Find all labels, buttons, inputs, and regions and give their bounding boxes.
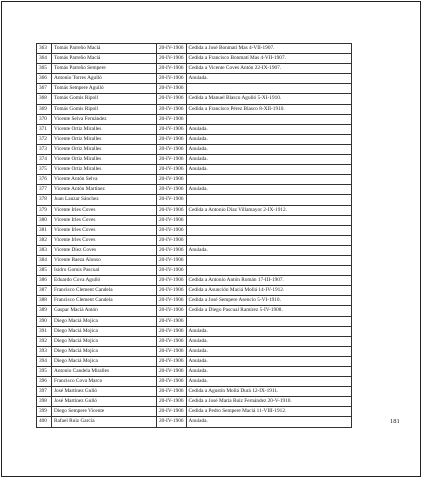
holder-name-cell: Francisco Cova Marco: [52, 377, 157, 387]
date-cell: 20-IV-1906: [157, 316, 187, 326]
date-cell: 20-IV-1906: [157, 195, 187, 205]
date-cell: 20-IV-1906: [157, 417, 187, 427]
table-row: [37, 114, 352, 124]
holder-name-cell: Vicente Irles Coves: [52, 215, 157, 225]
date-cell: 20-IV-1906: [157, 255, 187, 265]
note-cell: Cedida a José Bonmatí Mas 4-VII-1907.: [186, 44, 351, 54]
entry-number-cell: 385: [37, 266, 52, 276]
table-row: [37, 276, 352, 286]
entry-number-cell: 395: [37, 367, 52, 377]
note-cell: [186, 225, 351, 235]
date-cell: 20-IV-1906: [157, 144, 187, 154]
table-row: [37, 215, 352, 225]
date-cell: 20-IV-1906: [157, 124, 187, 134]
note-cell: [186, 195, 351, 205]
holder-name-cell: Vicente Ortiz Miralles: [52, 155, 157, 165]
date-cell: 20-IV-1906: [157, 407, 187, 417]
date-cell: 20-IV-1906: [157, 54, 187, 64]
holder-name-cell: Vicente Ortiz Miralles: [52, 134, 157, 144]
entry-number-cell: 381: [37, 225, 52, 235]
date-cell: 20-IV-1906: [157, 276, 187, 286]
table-row: [37, 356, 352, 366]
note-cell: [186, 114, 351, 124]
table-row: [37, 64, 352, 74]
register-table-body: [37, 44, 352, 428]
entry-number-cell: 368: [37, 94, 52, 104]
entry-number-cell: 369: [37, 104, 52, 114]
holder-name-cell: Diego Maciá Mojica: [52, 356, 157, 366]
note-cell: Cedida a Diego Pascual Ramírez 5-IV-1908.: [186, 306, 351, 316]
note-cell: Cedida a Francisco Pérez Blasco 8-XII-1910.: [186, 104, 351, 114]
date-cell: 20-IV-1906: [157, 235, 187, 245]
note-cell: Anulada.: [186, 185, 351, 195]
note-cell: Anulada.: [186, 356, 351, 366]
entry-number-cell: 379: [37, 205, 52, 215]
holder-name-cell: Vicente Irles Coves: [52, 205, 157, 215]
entry-number-cell: 374: [37, 155, 52, 165]
holder-name-cell: Rafael Ruiz García: [52, 417, 157, 427]
holder-name-cell: Vicente Selva Fernández: [52, 114, 157, 124]
note-cell: Anulada.: [186, 124, 351, 134]
note-cell: Cedida a Antonio Díaz Villamayor 2-IX-1912.: [186, 205, 351, 215]
date-cell: 20-IV-1906: [157, 114, 187, 124]
entry-number-cell: 394: [37, 356, 52, 366]
holder-name-cell: Vicente Antón Martínez: [52, 185, 157, 195]
holder-name-cell: Tomás Gomis Ripoll: [52, 104, 157, 114]
holder-name-cell: Vicente Ortiz Miralles: [52, 144, 157, 154]
date-cell: 20-IV-1906: [157, 367, 187, 377]
table-row: [37, 245, 352, 255]
entry-number-cell: 380: [37, 215, 52, 225]
note-cell: Cedida a José María Ruiz Fernández 20-V-1910.: [186, 397, 351, 407]
note-cell: Anulada.: [186, 377, 351, 387]
holder-name-cell: Diego Maciá Mojica: [52, 336, 157, 346]
entry-number-cell: 377: [37, 185, 52, 195]
holder-name-cell: Francisco Clement Candela: [52, 296, 157, 306]
holder-name-cell: Vicente Ortiz Miralles: [52, 124, 157, 134]
date-cell: 20-IV-1906: [157, 245, 187, 255]
date-cell: 20-IV-1906: [157, 286, 187, 296]
table-row: [37, 134, 352, 144]
date-cell: 20-IV-1906: [157, 215, 187, 225]
note-cell: Anulada.: [186, 417, 351, 427]
entry-number-cell: 398: [37, 397, 52, 407]
note-cell: Cedida a Francisco Bonmatí Mas 4-VII-1907.: [186, 54, 351, 64]
entry-number-cell: 382: [37, 235, 52, 245]
date-cell: 20-IV-1906: [157, 94, 187, 104]
note-cell: [186, 175, 351, 185]
table-row: [37, 377, 352, 387]
holder-name-cell: Eduardo Cova Agulló: [52, 276, 157, 286]
table-row: [37, 326, 352, 336]
date-cell: 20-IV-1906: [157, 64, 187, 74]
table-row: [37, 94, 352, 104]
table-row: [37, 367, 352, 377]
entry-number-cell: 400: [37, 417, 52, 427]
note-cell: Cedida a Vicente Coves Antón 22-IX-1907.: [186, 64, 351, 74]
table-row: [37, 205, 352, 215]
entry-number-cell: 387: [37, 286, 52, 296]
note-cell: Cedida a Asunción Maciá Mollá 14-IV-1912.: [186, 286, 351, 296]
entry-number-cell: 372: [37, 134, 52, 144]
entry-number-cell: 367: [37, 84, 52, 94]
note-cell: [186, 235, 351, 245]
holder-name-cell: Antonio Torres Agulló: [52, 74, 157, 84]
holder-name-cell: Diego Maciá Mojica: [52, 326, 157, 336]
table-row: [37, 104, 352, 114]
holder-name-cell: Tomás Gomis Ripoll: [52, 94, 157, 104]
entry-number-cell: 391: [37, 326, 52, 336]
note-cell: [186, 84, 351, 94]
holder-name-cell: José Martínez Gulló: [52, 387, 157, 397]
date-cell: 20-IV-1906: [157, 356, 187, 366]
note-cell: Anulada.: [186, 155, 351, 165]
note-cell: Anulada.: [186, 74, 351, 84]
table-row: [37, 336, 352, 346]
date-cell: 20-IV-1906: [157, 205, 187, 215]
table-row: [37, 74, 352, 84]
holder-name-cell: Vicente Ortiz Miralles: [52, 165, 157, 175]
table-row: [37, 54, 352, 64]
entry-number-cell: 390: [37, 316, 52, 326]
note-cell: Cedida a José Sempere Asencio 5-VI-1910.: [186, 296, 351, 306]
holder-name-cell: Diego Maciá Mojica: [52, 346, 157, 356]
entry-number-cell: 373: [37, 144, 52, 154]
holder-name-cell: José Martínez Gulló: [52, 397, 157, 407]
table-row: [37, 286, 352, 296]
entry-number-cell: 393: [37, 346, 52, 356]
date-cell: 20-IV-1906: [157, 175, 187, 185]
date-cell: 20-IV-1906: [157, 104, 187, 114]
note-cell: [186, 255, 351, 265]
note-cell: Anulada.: [186, 144, 351, 154]
table-row: [37, 296, 352, 306]
date-cell: 20-IV-1906: [157, 266, 187, 276]
note-cell: Anulada.: [186, 326, 351, 336]
note-cell: Cedida a Pedro Sempere Maciá 11-VIII-1912.: [186, 407, 351, 417]
table-row: [37, 165, 352, 175]
date-cell: 20-IV-1906: [157, 296, 187, 306]
table-row: [37, 235, 352, 245]
entry-number-cell: 366: [37, 74, 52, 84]
holder-name-cell: Vicente Baeza Alonso: [52, 255, 157, 265]
date-cell: 20-IV-1906: [157, 377, 187, 387]
holder-name-cell: Diego Maciá Mojica: [52, 316, 157, 326]
note-cell: Anulada.: [186, 367, 351, 377]
note-cell: [186, 316, 351, 326]
holder-name-cell: Antonio Candela Miralles: [52, 367, 157, 377]
note-cell: [186, 215, 351, 225]
holder-name-cell: Vicente Irles Coves: [52, 225, 157, 235]
entry-number-cell: 384: [37, 255, 52, 265]
table-row: [37, 124, 352, 134]
entry-number-cell: 392: [37, 336, 52, 346]
entry-number-cell: 375: [37, 165, 52, 175]
holder-name-cell: Tomás Sempere Agulló: [52, 84, 157, 94]
date-cell: 20-IV-1906: [157, 155, 187, 165]
holder-name-cell: Tomás Parreño Maciá: [52, 54, 157, 64]
holder-name-cell: Diego Sempere Vicente: [52, 407, 157, 417]
holder-name-cell: Vicente Díez Coves: [52, 245, 157, 255]
holder-name-cell: Francisco Clement Candela: [52, 286, 157, 296]
table-row: [37, 195, 352, 205]
holder-name-cell: Tomás Parreño Maciá: [52, 44, 157, 54]
note-cell: Cedida a Antonio Antón Román 17-III-1907.: [186, 276, 351, 286]
entry-number-cell: 396: [37, 377, 52, 387]
table-row: [37, 144, 352, 154]
table-row: [37, 84, 352, 94]
page-number: 181: [390, 418, 400, 425]
holder-name-cell: Vicente Irles Coves: [52, 235, 157, 245]
holder-name-cell: Vicente Antón Selva: [52, 175, 157, 185]
date-cell: 20-IV-1906: [157, 185, 187, 195]
date-cell: 20-IV-1906: [157, 326, 187, 336]
note-cell: Anulada.: [186, 336, 351, 346]
date-cell: 20-IV-1906: [157, 346, 187, 356]
table-row: [37, 255, 352, 265]
note-cell: Anulada.: [186, 134, 351, 144]
entry-number-cell: 389: [37, 306, 52, 316]
holder-name-cell: Juan Lauzar Sánchez: [52, 195, 157, 205]
date-cell: 20-IV-1906: [157, 74, 187, 84]
entry-number-cell: 378: [37, 195, 52, 205]
table-row: [37, 346, 352, 356]
note-cell: Cedida a Manuel Blasco Agulló 5-XI-1910.: [186, 94, 351, 104]
entry-number-cell: 388: [37, 296, 52, 306]
holder-name-cell: Isidro Gomis Pascual: [52, 266, 157, 276]
entry-number-cell: 371: [37, 124, 52, 134]
entry-number-cell: 363: [37, 44, 52, 54]
note-cell: Anulada.: [186, 245, 351, 255]
table-row: [37, 407, 352, 417]
date-cell: 20-IV-1906: [157, 336, 187, 346]
date-cell: 20-IV-1906: [157, 44, 187, 54]
date-cell: 20-IV-1906: [157, 84, 187, 94]
table-row: [37, 316, 352, 326]
note-cell: [186, 266, 351, 276]
date-cell: 20-IV-1906: [157, 306, 187, 316]
entry-number-cell: 383: [37, 245, 52, 255]
table-row: [37, 387, 352, 397]
date-cell: 20-IV-1906: [157, 165, 187, 175]
table-row: [37, 306, 352, 316]
date-cell: 20-IV-1906: [157, 134, 187, 144]
table-row: [37, 185, 352, 195]
note-cell: Anulada.: [186, 346, 351, 356]
entry-number-cell: 399: [37, 407, 52, 417]
table-row: [37, 225, 352, 235]
date-cell: 20-IV-1906: [157, 397, 187, 407]
entry-number-cell: 365: [37, 64, 52, 74]
table-row: [37, 266, 352, 276]
entry-number-cell: 376: [37, 175, 52, 185]
entry-number-cell: 386: [37, 276, 52, 286]
table-row: [37, 397, 352, 407]
table-row: [37, 44, 352, 54]
entry-number-cell: 364: [37, 54, 52, 64]
entry-number-cell: 397: [37, 387, 52, 397]
table-row: [37, 155, 352, 165]
date-cell: 20-IV-1906: [157, 387, 187, 397]
holder-name-cell: Gaspar Maciá Antón: [52, 306, 157, 316]
table-row: [37, 417, 352, 427]
note-cell: Cedida a Agustín Mollá Durá 12-IX-1911.: [186, 387, 351, 397]
register-table: [36, 43, 352, 428]
holder-name-cell: Tomás Parreño Sempere: [52, 64, 157, 74]
entry-number-cell: 370: [37, 114, 52, 124]
table-row: [37, 175, 352, 185]
note-cell: Anulada.: [186, 165, 351, 175]
date-cell: 20-IV-1906: [157, 225, 187, 235]
